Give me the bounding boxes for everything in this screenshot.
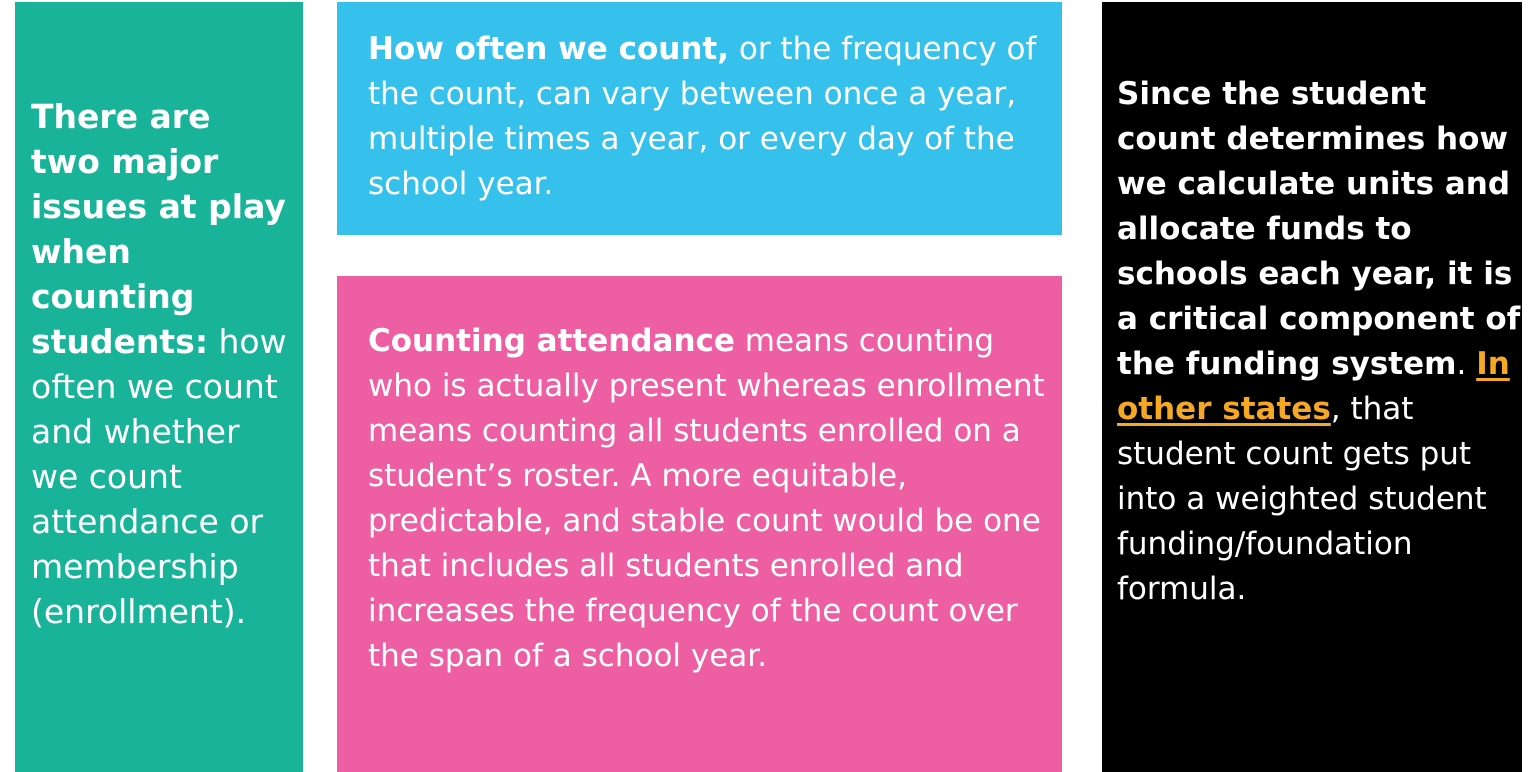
attendance-body: means counting who is actually present whereas enrollment means counting all students enrolled on a student’s roster. A more equitable, predictable, and stable count would be one that includes all students enrolled and increases the frequency of the count over the span of a school year. [368,323,1045,674]
frequency-panel [337,2,1062,235]
issues-body: how often we count and whether we count attendance or membership (enrollment). [31,322,287,631]
frequency-text [368,27,1052,207]
funding-period: . [1456,346,1477,382]
attendance-text [368,319,1052,679]
issues-text [31,94,289,634]
funding-body: , that student count gets put into a weighted student funding/foundation formula. [1117,391,1487,607]
issues-heading: There are two major issues at play when counting students: [31,97,286,361]
frequency-body: or the frequency of the count, can vary between once a year, multiple times a year, or every day of the school year. [368,31,1037,202]
attendance-heading: Counting attendance [368,323,735,359]
funding-heading: Since the student count determines how we calculate units and allocate funds to schools each year, it is a critical component of the funding system [1117,76,1521,382]
other-states-link[interactable]: In other states [1117,346,1510,427]
funding-text [1117,72,1522,612]
frequency-heading: How often we count, [368,31,730,67]
funding-panel [1102,2,1522,772]
attendance-panel [337,276,1062,772]
issues-panel [15,2,303,772]
